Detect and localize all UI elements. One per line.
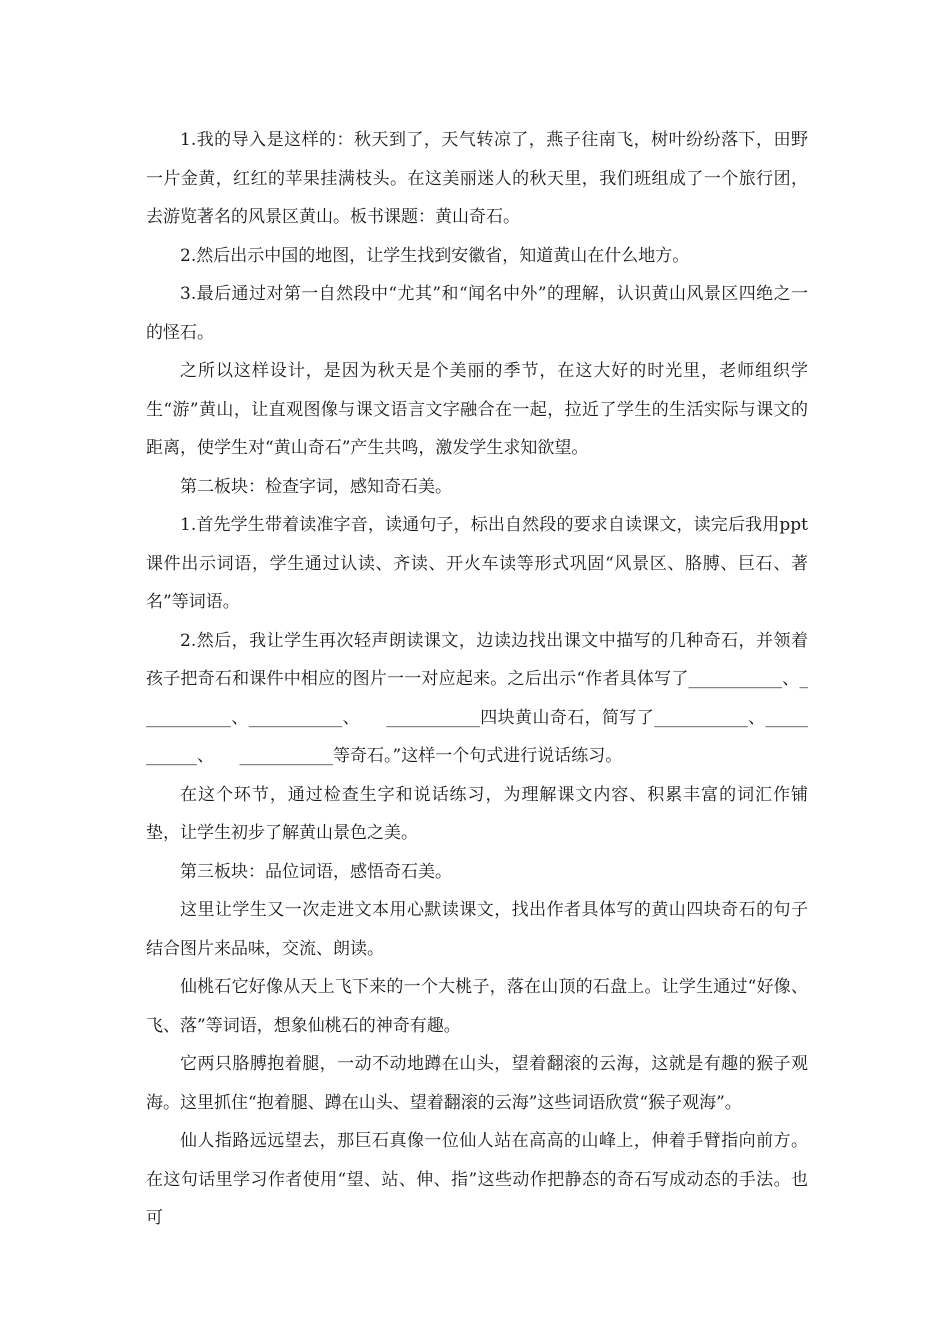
paragraph-fill-blanks: 2.然后，我让学生再次轻声朗读课文，边读边找出课文中描写的几种奇石，并领着孩子把奇石和课件中相应的图片一一对应起来。之后出示“作者具体写了___________、___________、___________、 ___________四块黄山奇石，简写了___________、___________、 ___________等奇石。”这样一个句式进行说话练习。 xyxy=(146,630,808,766)
paragraph-monkey: 它两只胳膊抱着腿，一动不动地蹲在山头，望着翻滚的云海，这就是有趣的猴子观海。这里抓住“抱着腿、蹲在山头、望着翻滚的云海”这些词语欣赏“猴子观海”。 xyxy=(146,1054,808,1113)
paragraph-peach-stone: 仙桃石它好像从天上飞下来的一个大桃子，落在山顶的石盘上。让学生通过“好像、飞、落”等词语，想象仙桃石的神奇有趣。 xyxy=(146,977,808,1036)
paragraph-silent-reading: 这里让学生又一次走进文本用心默读课文，找出作者具体写的黄山四块奇石的句子结合图片来品味，交流、朗读。 xyxy=(146,900,808,959)
section-heading-3: 第三板块：品位词语，感悟奇石美。 xyxy=(180,861,452,882)
paragraph-map: 2.然后出示中国的地图，让学生找到安徽省，知道黄山在什么地方。 xyxy=(180,245,690,266)
section-heading-2: 第二板块：检查字词，感知奇石美。 xyxy=(180,476,452,497)
paragraph-design-reason: 之所以这样设计，是因为秋天是个美丽的季节，在这大好的时光里，老师组织学生“游”黄山，让直观图像与课文语言文字融合在一起，拉近了学生的生活实际与课文的距离，使学生对“黄山奇石”产生共鸣，激发学生求知欲望。 xyxy=(146,361,808,458)
paragraph-intro: 1.我的导入是这样的：秋天到了，天气转凉了，燕子往南飞，树叶纷纷落下，田野一片金黄，红红的苹果挂满枝头。在这美丽迷人的秋天里，我们班组成了一个旅行团，去游览著名的风景区黄山。板书课题：黄山奇石。 xyxy=(146,130,808,227)
paragraph-understanding: 3.最后通过对第一自然段中“尤其”和“闻名中外”的理解，认识黄山风景区四绝之一的怪石。 xyxy=(146,284,808,343)
document-body xyxy=(146,121,808,1238)
paragraph-immortal: 仙人指路远远望去，那巨石真像一位仙人站在高高的山峰上，伸着手臂指向前方。在这句话里学习作者使用“望、站、伸、指”这些动作把静态的奇石写成动态的手法。也可 xyxy=(146,1131,808,1228)
paragraph-step-summary: 在这个环节，通过检查生字和说话练习，为理解课文内容、积累丰富的词汇作铺垫，让学生初步了解黄山景色之美。 xyxy=(146,784,808,843)
paragraph-vocab: 1.首先学生带着读准字音，读通句子，标出自然段的要求自读课文，读完后我用ppt课件出示词语，学生通过认读、齐读、开火车读等形式巩固“风景区、胳膊、巨石、著名”等词语。 xyxy=(146,515,808,612)
